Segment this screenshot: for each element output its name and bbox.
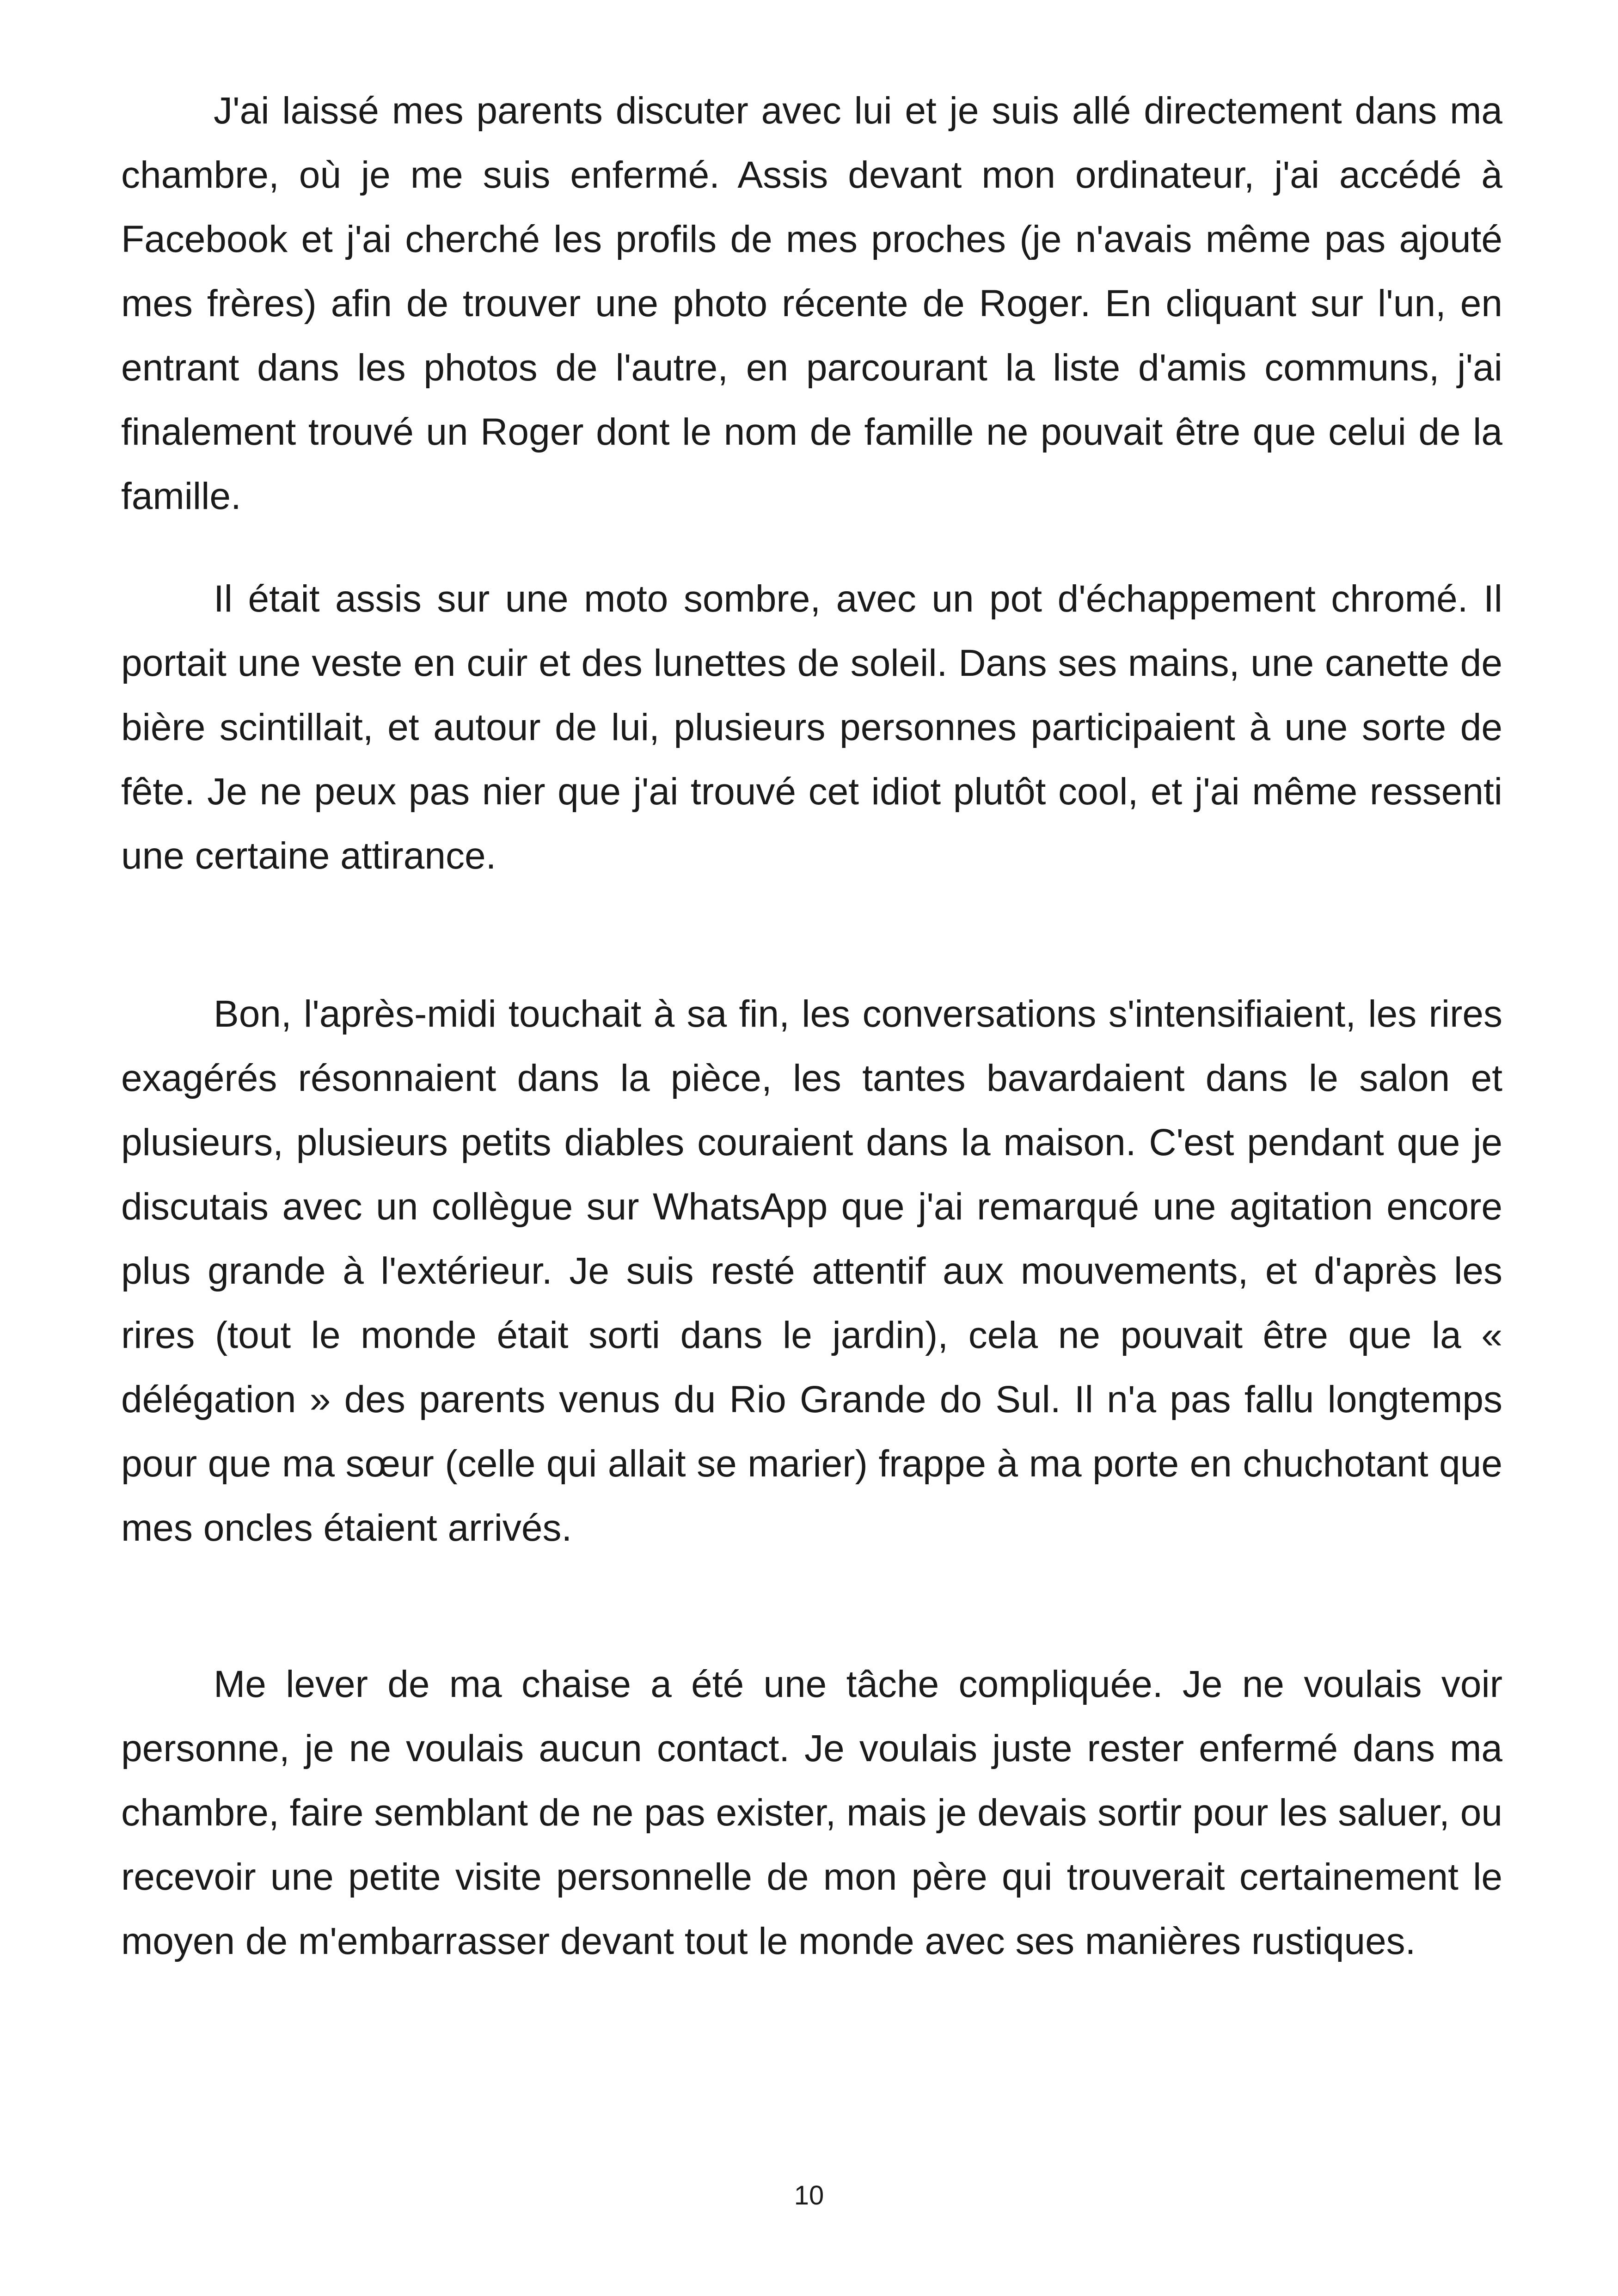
paragraph-3 [121, 982, 1502, 1560]
paragraph-4 [121, 1652, 1502, 1973]
paragraph-2 [121, 567, 1502, 888]
paragraph-text: Me lever de ma chaise a été une tâche compliquée. Je ne voulais voir personne, je ne voulais aucun contact. Je voulais juste rester enfermé dans ma chambre, faire semblant de ne pas exister, mais je devais sortir pour les saluer, ou recevoir une petite visite personnelle de mon père qui trouverait certainement le moyen de m'embarrasser devant tout le monde avec ses manières rustiques. [121, 1663, 1502, 1962]
paragraph-text: J'ai laissé mes parents discuter avec lui et je suis allé directement dans ma chambre, où je me suis enfermé. Assis devant mon ordinateur, j'ai accédé à Facebook et j'ai cherché les profils de mes proches (je n'avais même pas ajouté mes frères) afin de trouver une photo récente de Roger. En cliquant sur l'un, en entrant dans les photos de l'autre, en parcourant la liste d'amis communs, j'ai finalement trouvé un Roger dont le nom de famille ne pouvait être que celui de la famille. [121, 90, 1502, 517]
page-number: 10 [794, 2180, 824, 2210]
paragraph-text: Bon, l'après-midi touchait à sa fin, les conversations s'intensifiaient, les rires exagérés résonnaient dans la pièce, les tantes bavardaient dans le salon et plusieurs, plusieurs petits diables couraient dans la maison. C'est pendant que je discutais avec un collègue sur WhatsApp que j'ai remarqué une agitation encore plus grande à l'extérieur. Je suis resté attentif aux mouvements, et d'après les rires (tout le monde était sorti dans le jardin), cela ne pouvait être que la « délégation » des parents venus du Rio Grande do Sul. Il n'a pas fallu longtemps pour que ma sœur (celle qui allait se marier) frappe à ma porte en chuchotant que mes oncles étaient arrivés. [121, 993, 1502, 1549]
paragraph-1 [121, 79, 1502, 528]
paragraph-text: Il était assis sur une moto sombre, avec un pot d'échappement chromé. Il portait une veste en cuir et des lunettes de soleil. Dans ses mains, une canette de bière scintillait, et autour de lui, plusieurs personnes participaient à une sorte de fête. Je ne peux pas nier que j'ai trouvé cet idiot plutôt cool, et j'ai même ressenti une certaine attirance. [121, 578, 1502, 877]
